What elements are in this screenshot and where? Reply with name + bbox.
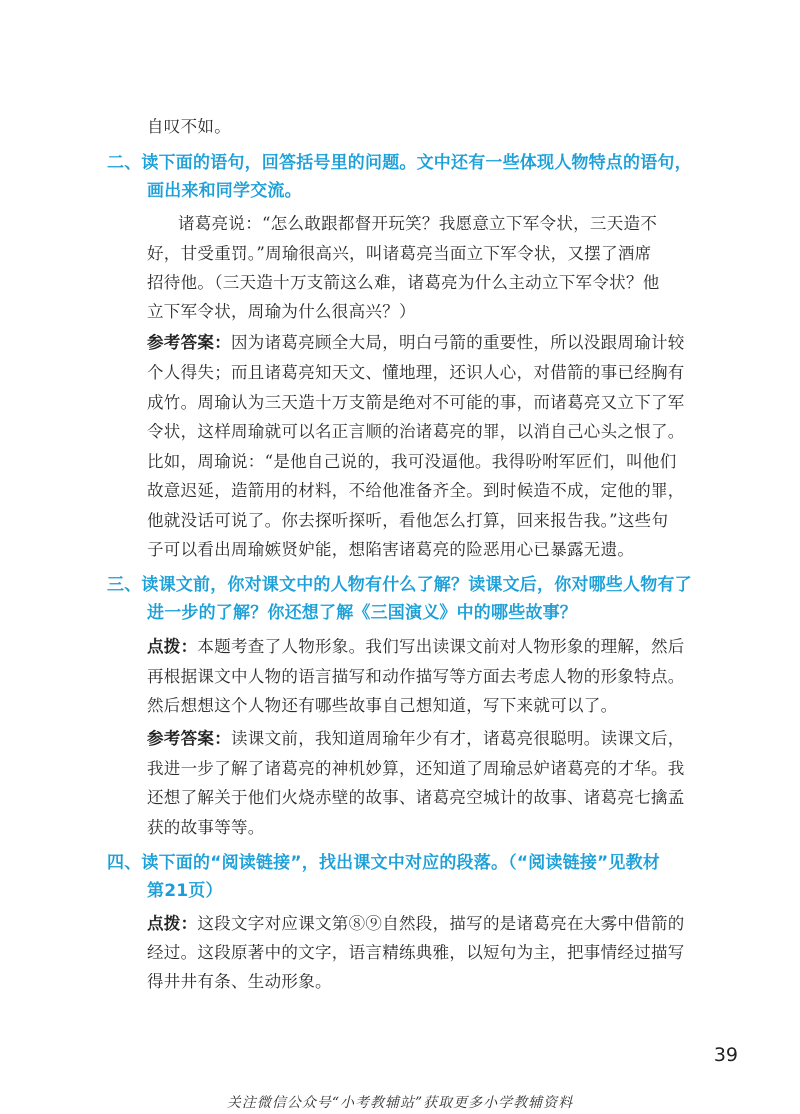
q2-title-line-1: 二、读下面的语句，回答括号里的问题。文中还有一些体现人物特点的语句，	[107, 153, 692, 173]
q3-answer-line: 还想了解关于他们火烧赤壁的故事、诸葛亮空城计的故事、诸葛亮七擒孟	[147, 788, 685, 807]
q3-hint-line-1	[147, 637, 685, 657]
q2-answer-line: 比如，周瑜说：“是他自己说的，我可没逼他。我得吩咐军匠们，叫他们	[147, 452, 677, 471]
q3-answer-line-1	[147, 729, 685, 749]
q3-answer-line: 获的故事等等。	[147, 818, 265, 837]
q3-hint-line: 再根据课文中人物的语言描写和动作描写等方面去考虑人物的形象特点。	[147, 667, 685, 686]
q3-answer-line: 我进一步了解了诸葛亮的神机妙算，还知道了周瑜忌妒诸葛亮的才华。我	[147, 759, 685, 778]
q3-hint-line: 然后想想这个人物还有哪些故事自己想知道，写下来就可以了。	[147, 696, 618, 715]
q2-passage-line: 招待他。（三天造十万支箭这么难，诸葛亮为什么主动立下军令状？他	[147, 273, 660, 292]
q4-hint-line-1	[147, 914, 685, 934]
q4-hint-label: 点拨：	[147, 914, 198, 933]
q2-answer-text: 因为诸葛亮顾全大局，明白弓箭的重要性，所以没跟周瑜计较	[231, 333, 685, 352]
q3-title-line-2: 进一步的了解？你还想了解《三国演义》中的哪些故事？	[147, 603, 577, 623]
q3-answer-text: 读课文前，我知道周瑜年少有才，诸葛亮很聪明。读课文后，	[231, 729, 685, 748]
q2-answer-line: 个人得失；而且诸葛亮知天文、懂地理，还识人心，对借箭的事已经胸有	[147, 363, 685, 382]
q2-answer-label: 参考答案：	[147, 333, 231, 352]
q4-title-line-1: 四、读下面的“阅读链接”，找出课文中对应的段落。（“阅读链接”见教材	[107, 853, 660, 873]
q3-title-line-1: 三、读课文前，你对课文中的人物有什么了解？读课文后，你对哪些人物有了	[107, 575, 692, 595]
q2-answer-line: 他就没话可说了。你去探听探听，看他怎么打算，回来报告我。”这些句	[147, 511, 669, 530]
q2-answer-line: 令状，这样周瑜就可以名正言顺的治诸葛亮的罪，以消自己心头之恨了。	[147, 422, 685, 441]
q3-answer-label: 参考答案：	[147, 729, 231, 748]
q4-title-line-2: 第21页）	[147, 881, 223, 901]
q2-passage-line: 诸葛亮说：“怎么敢跟都督开玩笑？我愿意立下军令状，三天造不	[178, 214, 658, 233]
q2-passage-line: 好，甘受重罚。”周瑜很高兴，叫诸葛亮当面立下军令状，又摆了酒席	[147, 244, 652, 263]
q4-hint-text: 这段文字对应课文第⑧⑨自然段，描写的是诸葛亮在大雾中借箭的	[197, 914, 685, 933]
q3-hint-text: 本题考查了人物形象。我们写出读课文前对人物形象的理解，然后	[197, 637, 685, 656]
q2-answer-line: 子可以看出周瑜嫉贤妒能，想陷害诸葛亮的险恶用心已暴露无遗。	[147, 540, 635, 559]
q2-answer-line-1	[147, 333, 685, 353]
q3-hint-label: 点拨：	[147, 637, 198, 656]
q4-hint-line: 经过。这段原著中的文字，语言精练典雅，以短句为主，把事情经过描写	[147, 943, 685, 962]
q2-answer-line: 成竹。周瑜认为三天造十万支箭是绝对不可能的事，而诸葛亮又立下了军	[147, 393, 685, 412]
q4-hint-line: 得井井有条、生动形象。	[147, 972, 332, 991]
q2-title-line-2: 画出来和同学交流。	[147, 181, 302, 201]
top-line: 自叹不如。	[147, 117, 231, 136]
q2-passage-line: 立下军令状，周瑜为什么很高兴？）	[147, 302, 416, 321]
footer-note: 关注微信公众号“小考教辅站”获取更多小学教辅资料	[226, 1095, 574, 1111]
q2-answer-line: 故意迟延，造箭用的材料，不给他准备齐全。到时候造不成，定他的罪，	[147, 481, 685, 500]
page-number: 39	[713, 1044, 738, 1066]
